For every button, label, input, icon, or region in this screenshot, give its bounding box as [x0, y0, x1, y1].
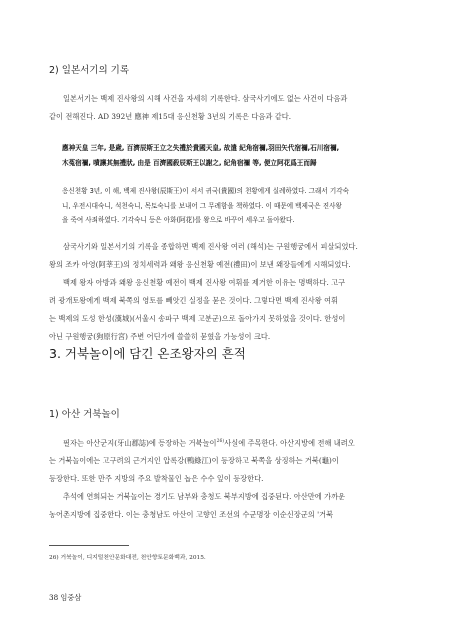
footnote-divider	[49, 545, 129, 546]
paragraph-analysis	[49, 238, 444, 346]
quote-line: 응신천황 3년, 이 해, 백제 진사왕(辰斯王)이 서서 귀국(貴國)의 천황에게 실례하였다. 그래서 기각숙	[62, 187, 349, 195]
paragraph-line: 추석에 연희되는 거북놀이는 경기도 남부와 충청도 북부지방에 집중된다. 아산만에 가까운	[63, 492, 346, 502]
paragraph-line: 왕의 조카 아영(阿莘王)의 정치세력과 왜왕 응신천황 예전(禮田)이 보낸 왜장들에게 시해되었다.	[49, 260, 351, 269]
paragraph-line: 려 광개토왕에게 백제 북쪽의 영토를 빼앗긴 실정을 묻은 것이다. 그렇다면 백제 진사왕 여휘	[49, 296, 339, 305]
footnote-reference[interactable]: 26)	[216, 439, 225, 444]
paragraph-intro	[49, 90, 444, 126]
quote-classical-chinese	[62, 141, 432, 170]
quote-line: 木菟宿禰, 嘖讓其無禮狀, 由是 百濟國殺辰斯王以謝之, 紀角宿禰 等, 便立阿花爲王而歸	[62, 158, 317, 167]
paragraph-line: 같이 전해진다. AD 392년 應神 제15대 응신천황 3년의 기록은 다음과 같다.	[49, 112, 292, 121]
paragraph-line: 아닌 구원행궁(狗原行宮) 주변 어딘가에 쓸쓸히 묻혔을 가능성이 크다.	[49, 332, 271, 341]
paragraph-line: 백제 왕자 아방과 왜왕 응신천황 예전이 백제 진사왕 여휘를 제거한 이유는 명백하다. 고구	[63, 278, 346, 287]
paragraph-line: 는 거북놀이에는 고구려의 근거지인 압록강(鴨綠江)이 등장하고 북쪽을 상징하는 거북(龜)이	[49, 456, 339, 466]
paragraph-text: 필자는 아산군지(牙山郡誌)에 등장하는 거북놀이	[63, 438, 217, 448]
paragraph-line: 농어촌지방에 집중한다. 이는 충청남도 아산이 고향인 조선의 수군명장 이순신장군의 '거북	[49, 510, 334, 520]
paragraph-line: 는 백제의 도성 한성(漢城)(서울시 송파구 백제 고분군)으로 돌아가지 못하였을 것이다. 한성이	[49, 314, 346, 323]
quote-line: 應神天皇 三年, 是歲, 百濟辰斯王立之失禮於貴國天皇, 故遣 紀角宿禰,羽田矢代宿禰,石川宿禰,	[62, 144, 340, 152]
paragraph-line: 일본서기는 백제 진사왕의 시해 사건을 자세히 기록한다. 삼국사기에도 없는 사건이 다음과	[63, 94, 348, 103]
footnote-text: 26) 거북놀이, 디지털천안문화대전, 천안향토문화백과, 2015.	[49, 555, 206, 561]
quote-korean-translation	[62, 184, 432, 228]
paragraph-line: 등장한다. 또한 만주 지방의 주요 발착물인 놉은 수수 잎이 등장한다.	[49, 474, 264, 484]
quote-line: 니, 우전시대숙니, 석천숙니, 목토숙니를 보내어 그 무례함을 책하였다. 이 때문에 백제국은 진사왕	[62, 201, 342, 210]
chapter-heading-turtle-play: 3. 거북놀이에 담긴 온조왕자의 흔적	[49, 346, 246, 361]
quote-line: 을 죽여 사죄하였다. 기각숙니 등은 아화(阿花)를 왕으로 바꾸어 세우고 돌아왔다.	[62, 216, 295, 224]
section-heading-japanese-records: 2) 일본서기의 기록	[49, 65, 130, 76]
page-number-author: 38 임중삼	[49, 593, 82, 602]
paragraph-line: 삼국사기와 일본서기의 기록을 종합하면 백제 진사왕 여러 (해석)는 구원행궁에서 피살되었다.	[63, 242, 358, 251]
paragraph-text: 사실에 주목한다. 아산지방에 전해 내려오	[224, 438, 355, 448]
paragraph-line	[49, 433, 444, 452]
paragraph-asan	[49, 433, 444, 524]
subsection-heading-asan-turtle-play: 1) 아산 거북놀이	[49, 409, 120, 420]
